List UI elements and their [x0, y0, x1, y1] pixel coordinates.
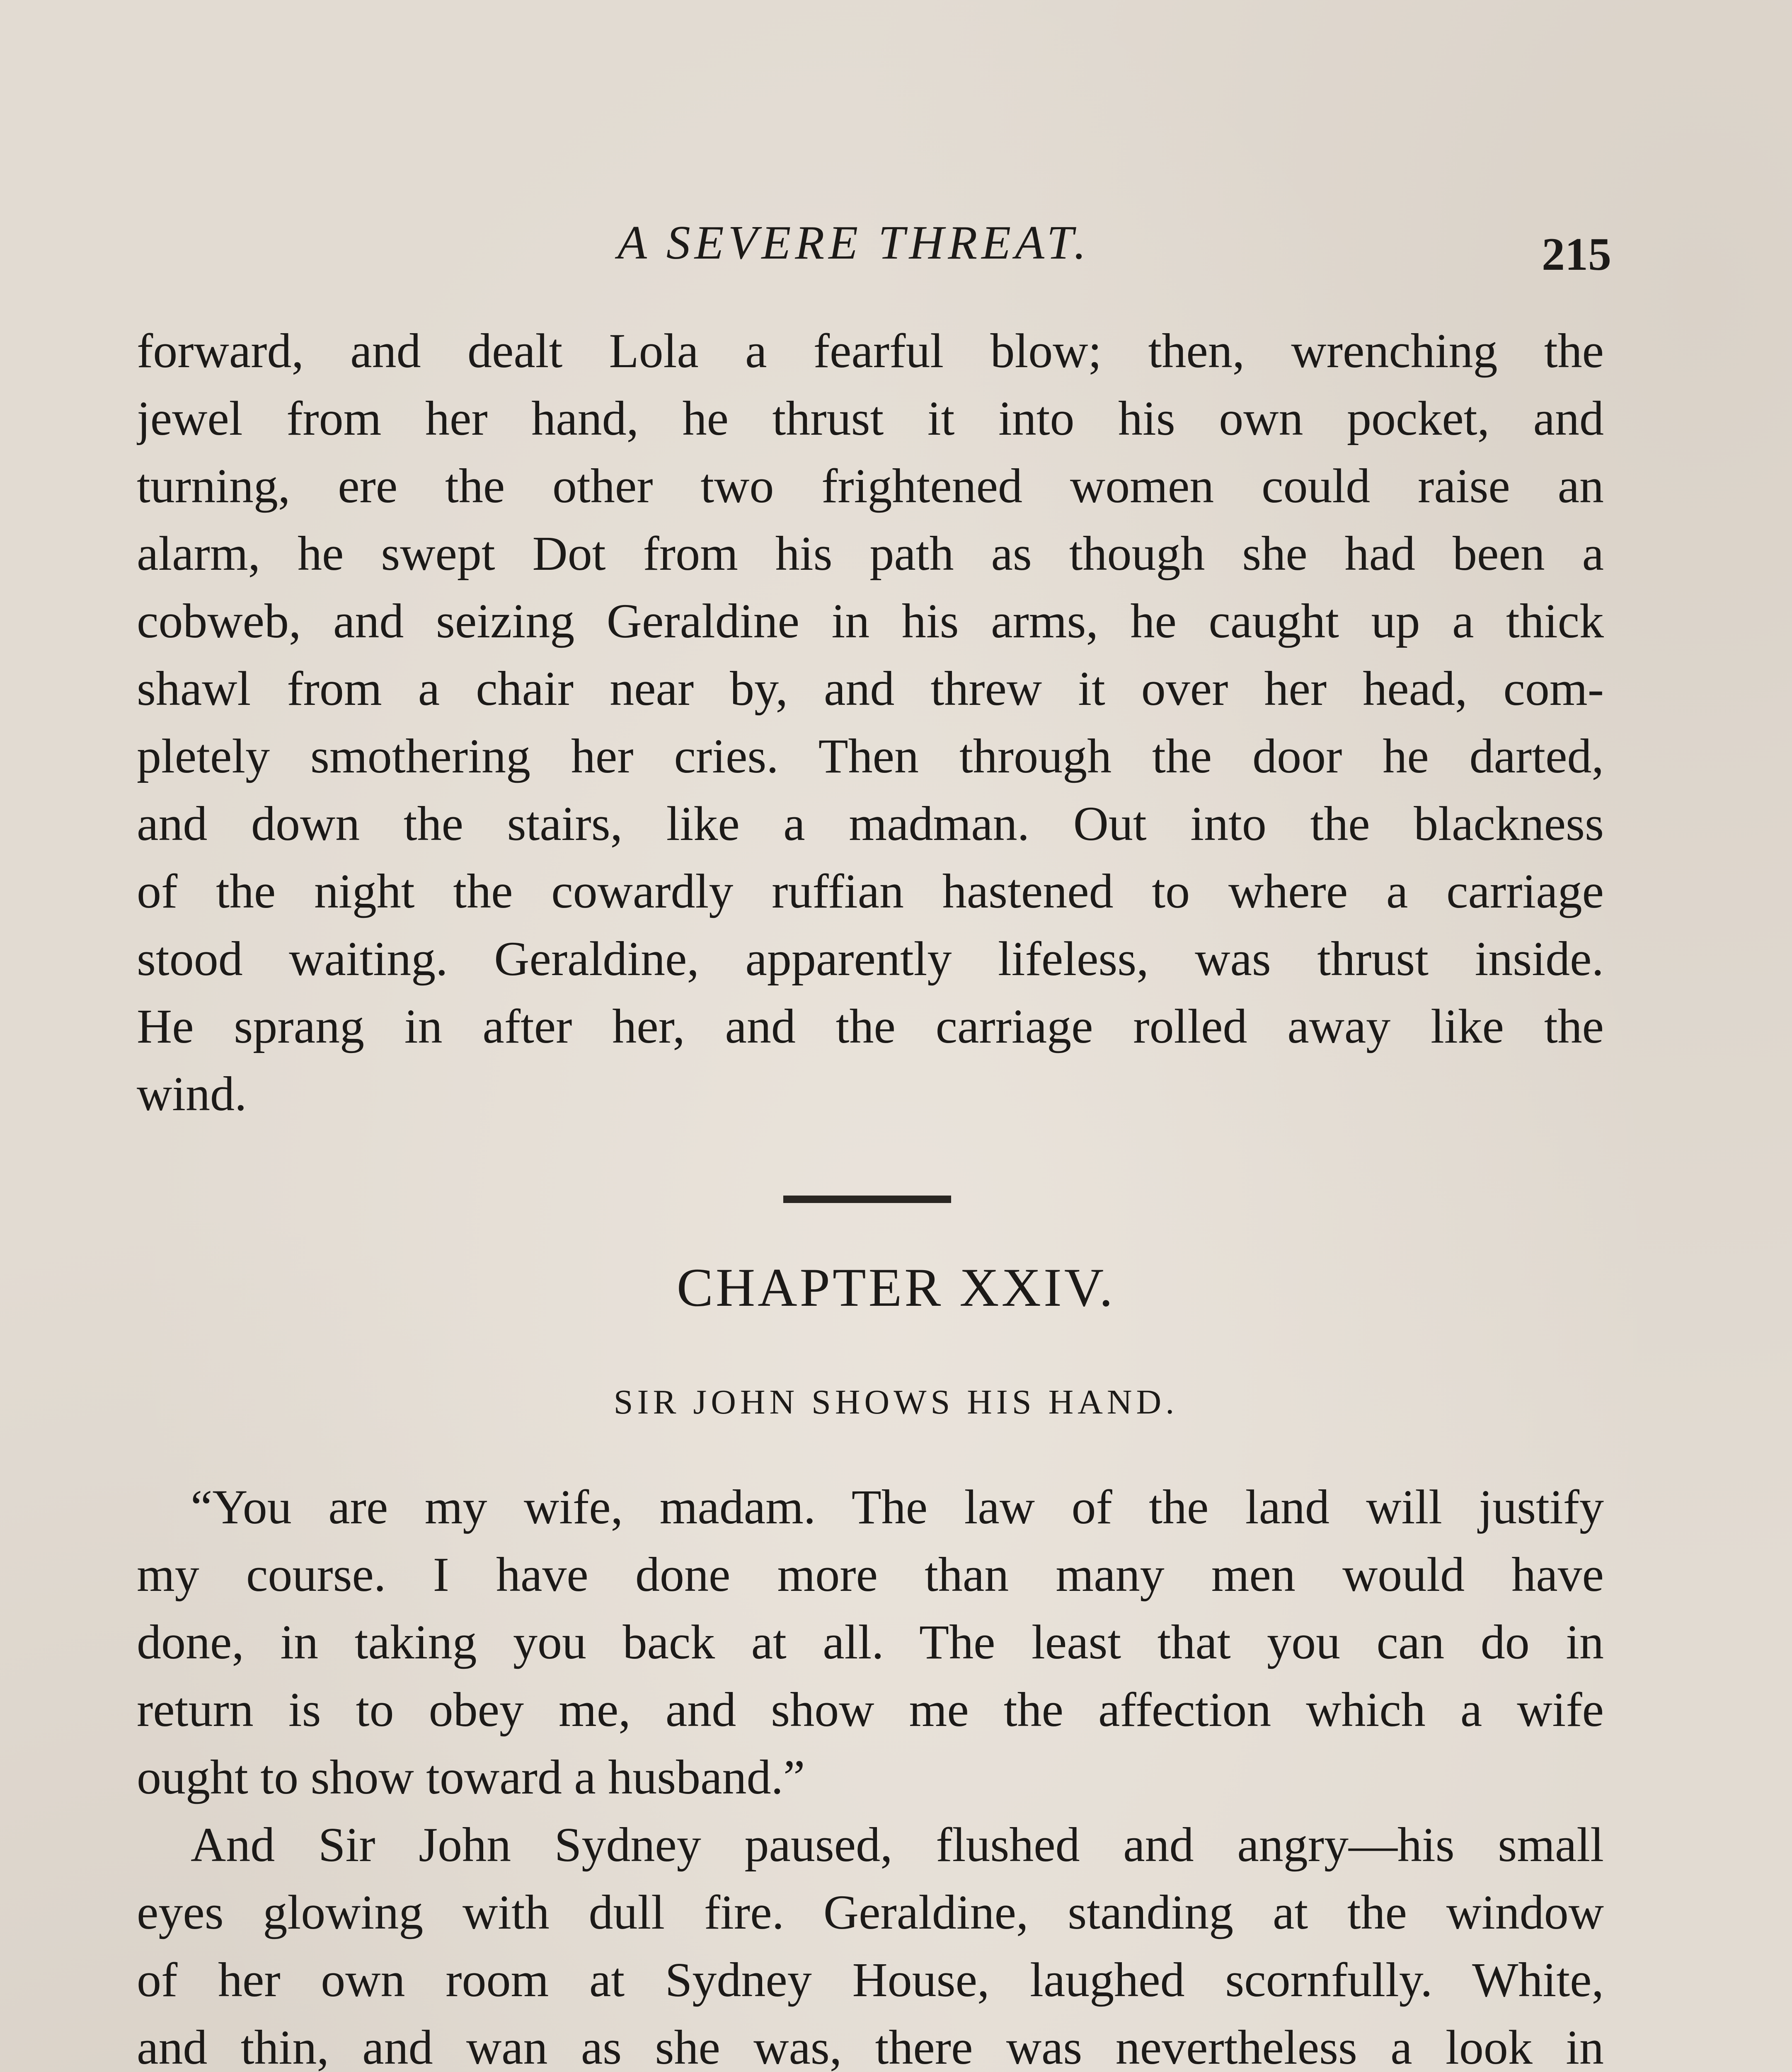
- chapter-title: CHAPTER XXIV.: [676, 1257, 1116, 1318]
- text-line: return is to obey me, and show me the affection which a wife: [137, 1682, 1604, 1737]
- text-line: wind.: [137, 1067, 247, 1121]
- text-line: He sprang in after her, and the carriage rolled away like the: [137, 999, 1604, 1053]
- chapter-subtitle: SIR JOHN SHOWS HIS HAND.: [613, 1383, 1179, 1421]
- text-line: And Sir John Sydney paused, flushed and angry—his small: [191, 1818, 1604, 1872]
- text-line: jewel from her hand, he thrust it into his own pocket, and: [137, 391, 1604, 445]
- text-line: my course. I have done more than many men would have: [137, 1547, 1604, 1602]
- paragraph: [137, 1473, 1604, 1811]
- top-paragraph: [137, 317, 1604, 1128]
- text-line: ought to show toward a husband.”: [137, 1750, 805, 1804]
- text-line: and thin, and wan as she was, there was nevertheless a look in: [137, 2020, 1604, 2072]
- text-line: shawl from a chair near by, and threw it over her head, com-: [137, 661, 1604, 716]
- text-line: stood waiting. Geraldine, apparently lifeless, was thrust inside.: [137, 932, 1604, 986]
- text-line: done, in taking you back at all. The least that you can do in: [137, 1615, 1604, 1669]
- text-line: pletely smothering her cries. Then through the door he darted,: [137, 729, 1604, 783]
- text-line: eyes glowing with dull fire. Geraldine, standing at the window: [137, 1885, 1604, 1939]
- section-divider: [783, 1196, 951, 1203]
- text-line: forward, and dealt Lola a fearful blow; then, wrenching the: [137, 324, 1604, 378]
- text-line: and down the stairs, like a madman. Out into the blackness: [137, 796, 1604, 851]
- paragraph: [137, 1811, 1604, 2072]
- page-number: 215: [1542, 229, 1611, 280]
- chapter-body: [137, 1473, 1604, 2072]
- text-line: of her own room at Sydney House, laughed scornfully. White,: [137, 1953, 1604, 2007]
- running-head: A SEVERE THREAT.: [618, 216, 1090, 269]
- text-line: cobweb, and seizing Geraldine in his arms, he caught up a thick: [137, 594, 1604, 648]
- text-line: of the night the cowardly ruffian hastened to where a carriage: [137, 864, 1604, 918]
- text-line: “You are my wife, madam. The law of the land will justify: [191, 1480, 1604, 1534]
- text-line: alarm, he swept Dot from his path as though she had been a: [137, 526, 1604, 581]
- text-line: turning, ere the other two frightened women could raise an: [137, 459, 1604, 513]
